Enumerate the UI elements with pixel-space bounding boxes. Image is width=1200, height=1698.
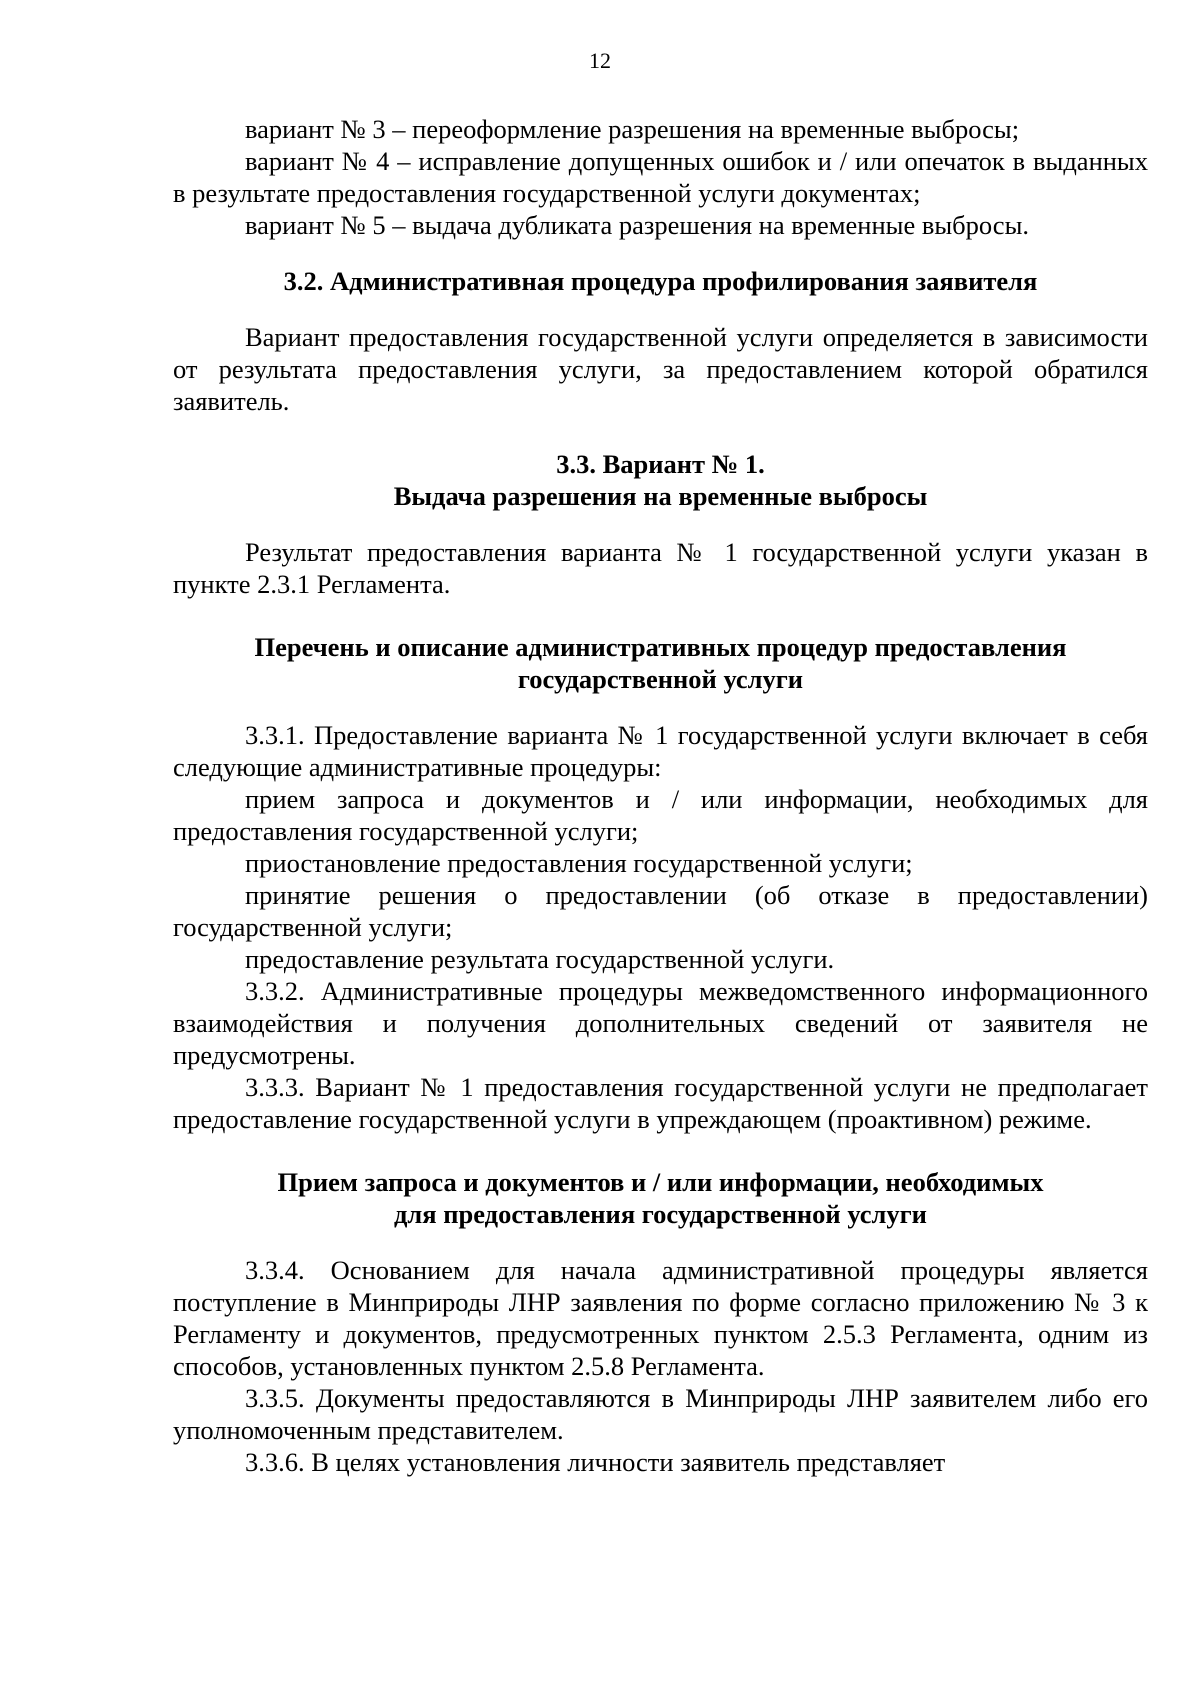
paragraph: 3.3.4. Основанием для начала административной процедуры является поступление в Минприроды ЛНР заявления по форме согласно приложению № 3 к Регламенту и документов, предусмотренных пунктом 2.5.3 Регламента, одним из способов, установленных пунктом 2.5.8 Регламента. (173, 1255, 1148, 1381)
paragraph: Результат предоставления варианта № 1 государственной услуги указан в пункте 2.3.1 Регламента. (173, 537, 1148, 599)
page-number: 12 (589, 48, 611, 73)
document-body (173, 113, 1148, 1478)
subsection-heading-procedures (173, 631, 1148, 695)
heading-line: Прием запроса и документов и / или информации, необходимых (277, 1167, 1044, 1197)
paragraph: вариант № 3 – переоформление разрешения на временные выбросы; (245, 114, 1020, 144)
section-heading-3-3 (173, 448, 1148, 512)
paragraph: Вариант предоставления государственной услуги определяется в зависимости от результата предоставления услуги, за предоставлением которой обратился заявитель. (173, 322, 1148, 416)
paragraph: 3.3.1. Предоставление варианта № 1 государственной услуги включает в себя следующие административные процедуры: (173, 720, 1148, 782)
heading-line: для предоставления государственной услуги (394, 1199, 927, 1229)
paragraph: 3.3.6. В целях установления личности заявитель представляет (245, 1447, 946, 1477)
heading-line: Перечень и описание административных процедур предоставления (254, 632, 1067, 662)
section-heading-3-2: 3.2. Административная процедура профилирования заявителя (283, 266, 1038, 296)
paragraph: принятие решения о предоставлении (об отказе в предоставлении) государственной услуги; (173, 880, 1148, 942)
heading-line: Выдача разрешения на временные выбросы (393, 481, 928, 511)
subsection-heading-reception (173, 1166, 1148, 1230)
heading-line: 3.3. Вариант № 1. (556, 449, 765, 479)
heading-line: государственной услуги (517, 664, 804, 694)
paragraph: вариант № 4 – исправление допущенных ошибок и / или опечаток в выданных в результате предоставления государственной услуги документах; (173, 146, 1148, 208)
paragraph: 3.3.5. Документы предоставляются в Минприроды ЛНР заявителем либо его уполномоченным представителем. (173, 1383, 1148, 1445)
paragraph: 3.3.2. Административные процедуры межведомственного информационного взаимодействия и получения дополнительных сведений от заявителя не предусмотрены. (173, 976, 1148, 1070)
paragraph: приостановление предоставления государственной услуги; (245, 848, 913, 878)
paragraph: предоставление результата государственной услуги. (245, 944, 835, 974)
paragraph: вариант № 5 – выдача дубликата разрешения на временные выбросы. (245, 210, 1030, 240)
paragraph: прием запроса и документов и / или информации, необходимых для предоставления государственной услуги; (173, 784, 1148, 846)
paragraph: 3.3.3. Вариант № 1 предоставления государственной услуги не предполагает предоставление государственной услуги в упреждающем (проактивном) режиме. (173, 1072, 1148, 1134)
